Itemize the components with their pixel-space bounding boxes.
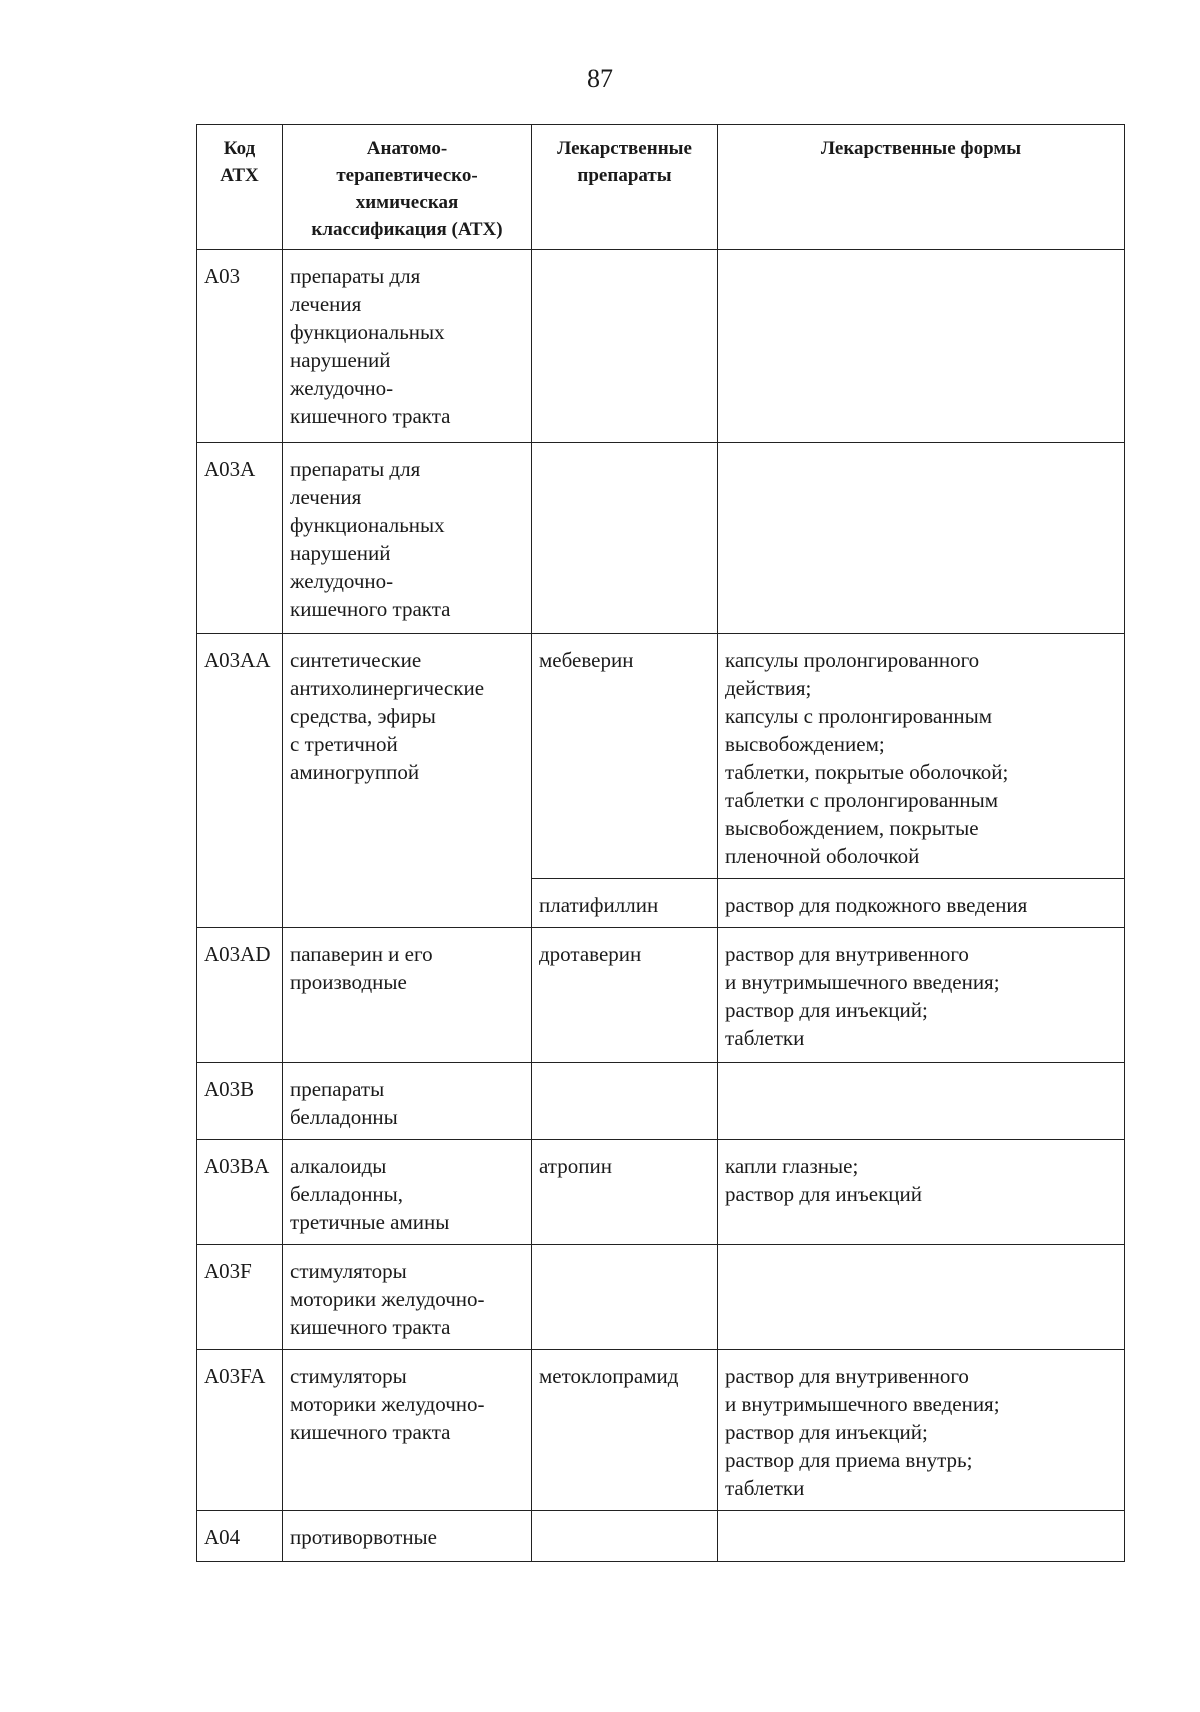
drug-name: метоклопрамид <box>532 1350 718 1511</box>
header-forms: Лекарственные формы <box>718 125 1125 250</box>
dosage-forms <box>718 443 1125 634</box>
atc-classification: препараты белладонны <box>283 1063 532 1140</box>
dosage-forms: раствор для внутривенного и внутримышечного введения; раствор для инъекций; таблетки <box>718 928 1125 1063</box>
atc-classification: стимуляторы моторики желудочно- кишечного тракта <box>283 1245 532 1350</box>
header-classification: Анатомо- терапевтическо- химическая классификация (АТХ) <box>283 125 532 250</box>
atc-code: A03FA <box>197 1350 283 1511</box>
dosage-forms <box>718 250 1125 443</box>
atc-classification: противорвотные <box>283 1511 532 1562</box>
atc-classification: синтетические антихолинергические средства, эфиры с третичной аминогруппой <box>283 634 532 928</box>
page-number: 87 <box>587 64 613 93</box>
drug-name <box>532 1063 718 1140</box>
atc-code: A03B <box>197 1063 283 1140</box>
drug-name: атропин <box>532 1140 718 1245</box>
atc-code: A04 <box>197 1511 283 1562</box>
dosage-forms: капсулы пролонгированного действия; капсулы с пролонгированным высвобождением; таблетки, покрытые оболочкой; таблетки с пролонгированным высвобождением, покрытые пленочной оболочкой <box>718 634 1125 879</box>
dosage-forms: раствор для подкожного введения <box>718 879 1125 928</box>
atc-code: A03AD <box>197 928 283 1063</box>
atc-classification: алкалоиды белладонны, третичные амины <box>283 1140 532 1245</box>
table-row <box>197 928 1125 1063</box>
drug-name <box>532 443 718 634</box>
drug-name <box>532 1511 718 1562</box>
atc-classification: препараты для лечения функциональных нарушений желудочно- кишечного тракта <box>283 250 532 443</box>
atc-code: A03F <box>197 1245 283 1350</box>
dosage-forms: раствор для внутривенного и внутримышечного введения; раствор для инъекций; раствор для приема внутрь; таблетки <box>718 1350 1125 1511</box>
table-row <box>197 1063 1125 1140</box>
table-row <box>197 250 1125 443</box>
atc-classification: стимуляторы моторики желудочно- кишечного тракта <box>283 1350 532 1511</box>
table-header-row <box>197 125 1125 250</box>
table-row <box>197 1245 1125 1350</box>
atc-table <box>196 124 1125 1562</box>
table-row <box>197 1140 1125 1245</box>
atc-code: A03BA <box>197 1140 283 1245</box>
header-drugs: Лекарственные препараты <box>532 125 718 250</box>
atc-code: A03AA <box>197 634 283 928</box>
drug-name <box>532 1245 718 1350</box>
header-code: Код АТХ <box>197 125 283 250</box>
atc-code: A03A <box>197 443 283 634</box>
drug-name: дротаверин <box>532 928 718 1063</box>
drug-name: платифиллин <box>532 879 718 928</box>
table-row <box>197 443 1125 634</box>
drug-name: мебеверин <box>532 634 718 879</box>
atc-code: A03 <box>197 250 283 443</box>
dosage-forms <box>718 1511 1125 1562</box>
dosage-forms <box>718 1063 1125 1140</box>
atc-classification: папаверин и его производные <box>283 928 532 1063</box>
table-row <box>197 1350 1125 1511</box>
atc-classification: препараты для лечения функциональных нарушений желудочно- кишечного тракта <box>283 443 532 634</box>
dosage-forms <box>718 1245 1125 1350</box>
table-row <box>197 1511 1125 1562</box>
drug-name <box>532 250 718 443</box>
dosage-forms: капли глазные; раствор для инъекций <box>718 1140 1125 1245</box>
table-row <box>197 634 1125 879</box>
